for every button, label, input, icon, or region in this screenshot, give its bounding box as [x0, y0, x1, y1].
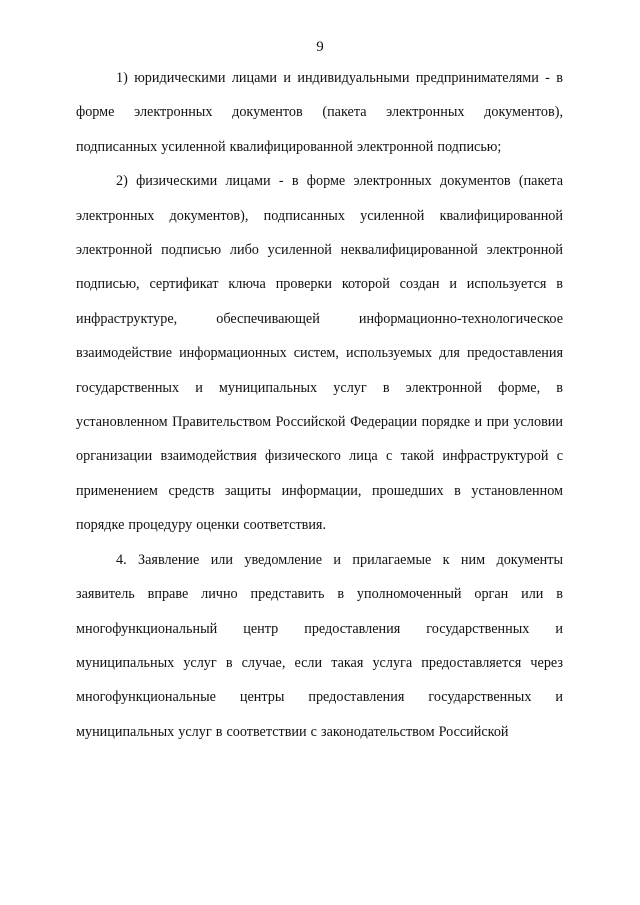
paragraph-individuals: 2) физическими лицами - в форме электронных документов (пакета электронных документов), подписанных усиленной квалифицированной электронной подписью либо усиленной неквалифицированной электронной подписью, сертификат ключа проверки которой создан и используется в инфраструктуре, обеспечивающей информационно-технологическое взаимодействие информационных систем, используемых для предоставления государственных и муниципальных услуг в электронной форме, в установленном Правительством Российской Федерации порядке и при условии организации взаимодействия физического лица с такой инфраструктурой с применением средств защиты информации, прошедших в установленном порядке процедуру оценки соответствия.	[76, 173, 563, 534]
paragraph-legal-entities: 1) юридическими лицами и индивидуальными предпринимателями - в форме электронных документов (пакета электронных документов), подписанных усиленной квалифицированной электронной подписью;	[76, 70, 563, 155]
document-body	[76, 61, 563, 749]
paragraph-item-4: 4. Заявление или уведомление и прилагаемые к ним документы заявитель вправе лично представить в уполномоченный орган или в многофункциональный центр предоставления государственных и муниципальных услуг в случае, если такая услуга предоставляется через многофункциональные центры предоставления государственных и муниципальных услуг в соответствии с законодательством Российской	[76, 551, 563, 740]
page-number: 9	[316, 39, 324, 55]
